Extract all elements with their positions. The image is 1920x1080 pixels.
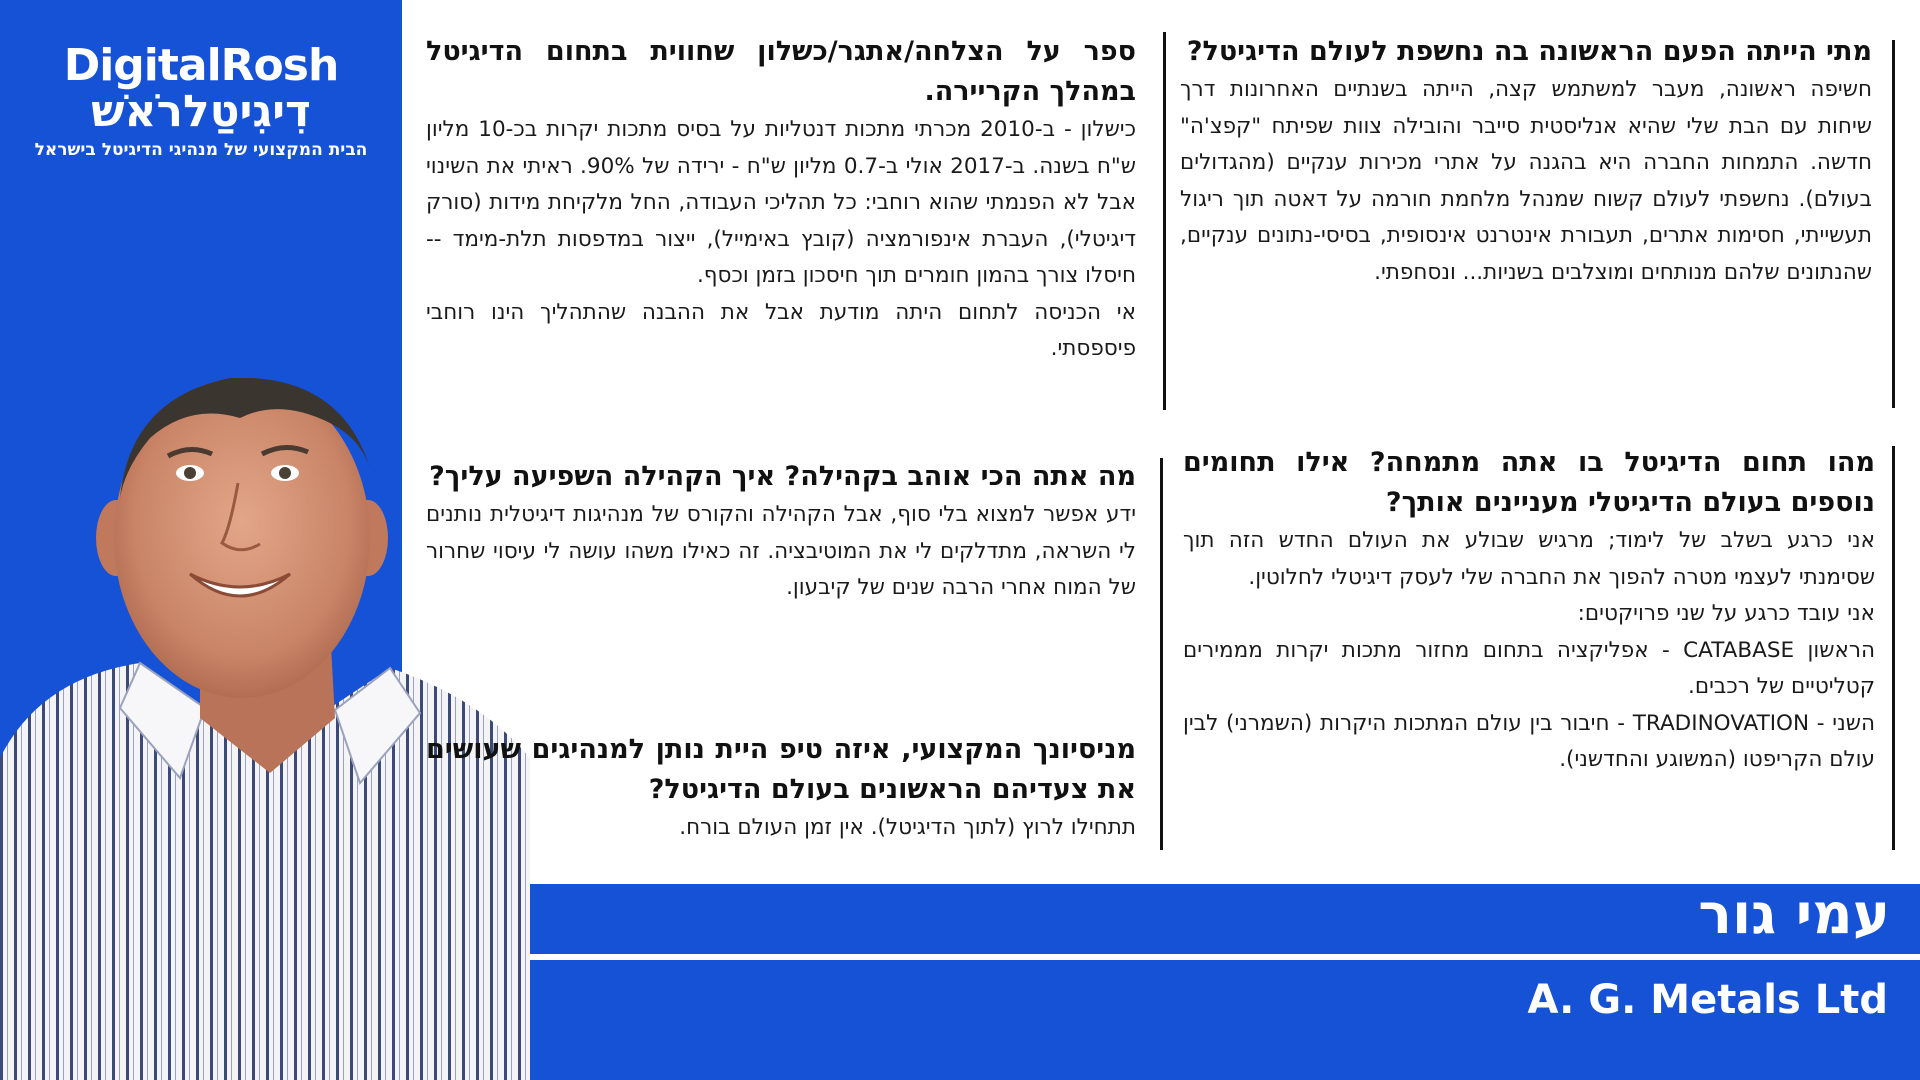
person-company: A. G. Metals Ltd <box>1527 977 1888 1023</box>
discovery-answer: חשיפה ראשונה, מעבר למשתמש קצה, הייתה בשנתיים האחרונות דרך שיחות עם הבת שלי שהיא אנליסטית סייבר והובילה צוות שפיתח "קפצ'ה" חדשה. התמחות החברה היא בהגנה על אתרי מכירות ענקיים (מהגדולים בעולם). נחשפתי לעולם קשוח שמנהל מלחמת חורמה על דאטה תוך ריגול תעשייתי, חסימות אתרים, תעבורת אינטרנט אינסופית, בסיסי-נתונים ענקיים, שהנתונים שלהם מנותחים ומוצלבים בשניות... ונסחפתי. <box>1180 77 1872 285</box>
community-answer: ידע אפשר למצוא בלי סוף, אבל הקהילה והקורס של מנהיגות דיגיטלית נותנים לי השראה, מתדלקים לי את המוטיבציה. זה כאילו משהו עושה לי עיסוי שחרור של המוח אחרי הרבה שנים של קיבעון. <box>426 502 1136 600</box>
discovery-question: מתי הייתה הפעם הראשונה בה נחשפת לעולם הדיגיטל? <box>1186 36 1872 67</box>
section-community <box>426 457 1136 607</box>
tip-answer: תתחילו לרוץ (לתוך הדיגיטל). אין זמן העולם בורח. <box>679 815 1136 840</box>
section-failure <box>426 32 1136 368</box>
failure-question: ספר על הצלחה/אתגר/כשלון שחווית בתחום הדיגיטל במהלך הקריירה. <box>426 36 1136 107</box>
specialty-answer-4: השני - TRADINOVATION - חיבור בין עולם המתכות היקרות (השמרני) לבין עולם הקריפטו (המשוגע והחדשני). <box>1183 710 1875 772</box>
specialty-answer-2: אני עובד כרגע על שני פרויקטים: <box>1577 601 1875 626</box>
divider-community <box>1160 458 1163 850</box>
brand-tagline: הבית המקצועי של מנהיגי הדיגיטל בישראל <box>34 140 368 160</box>
divider-specialty <box>1892 446 1895 850</box>
divider-failure <box>1163 32 1166 410</box>
person-name: עמי גור <box>1698 882 1890 947</box>
logo-hebrew: דִיגִיטַלרֹאשׁ <box>91 86 311 137</box>
section-tip <box>426 730 1136 847</box>
section-specialty <box>1183 443 1875 779</box>
divider-discovery <box>1892 40 1895 408</box>
specialty-question: מהו תחום הדיגיטל בו אתה מתמחה? אילו תחומים נוספים בעולם הדיגיטלי מעניינים אותך? <box>1183 447 1875 518</box>
section-discovery <box>1180 32 1872 291</box>
specialty-answer-1: אני כרגע בשלב של לימוד; מרגיש שבולע את העולם החדש הזה תוך שסימנתי לעצמי מטרה להפוך את החברה שלי לעסק דיגיטלי לחלוטין. <box>1183 528 1875 590</box>
community-question: מה אתה הכי אוהב בקהילה? איך הקהילה השפיעה עליך? <box>429 461 1136 492</box>
failure-answer-2: אי הכניסה לתחום היתה מודעת אבל את ההבנה שהתהליך הינו רוחבי פיספסתי. <box>426 299 1136 361</box>
logo-latin: DigitalRosh <box>63 40 339 91</box>
specialty-answer-3: הראשון CATABASE - אפליקציה בתחום מחזור מתכות יקרות מממירים קטליטיים של רכבים. <box>1183 637 1875 699</box>
tip-question: מניסיונך המקצועי, איזה טיפ היית נותן למנהיגים שעושים את צעדיהם הראשונים בעולם הדיגיטל? <box>426 734 1136 805</box>
failure-answer-1: כישלון - ב-2010 מכרתי מתכות דנטליות על בסיס מתכות יקרות בכ-10 מליון ש"ח בשנה. ב-2017 אולי ב-0.7 מליון ש"ח - ירידה של 90%. ראיתי את השינוי אבל לא הפנמתי שהוא רוחבי: כל תהליכי העבודה, החל מלקיחת מידות (סורק דיגיטלי), העברת אינפורמציה (קובץ באימייל), ייצור במדפסות תלת-מימד -- חיסלו צורך בהמון חומרים תוך חיסכון בזמן וכסף. <box>426 117 1136 288</box>
